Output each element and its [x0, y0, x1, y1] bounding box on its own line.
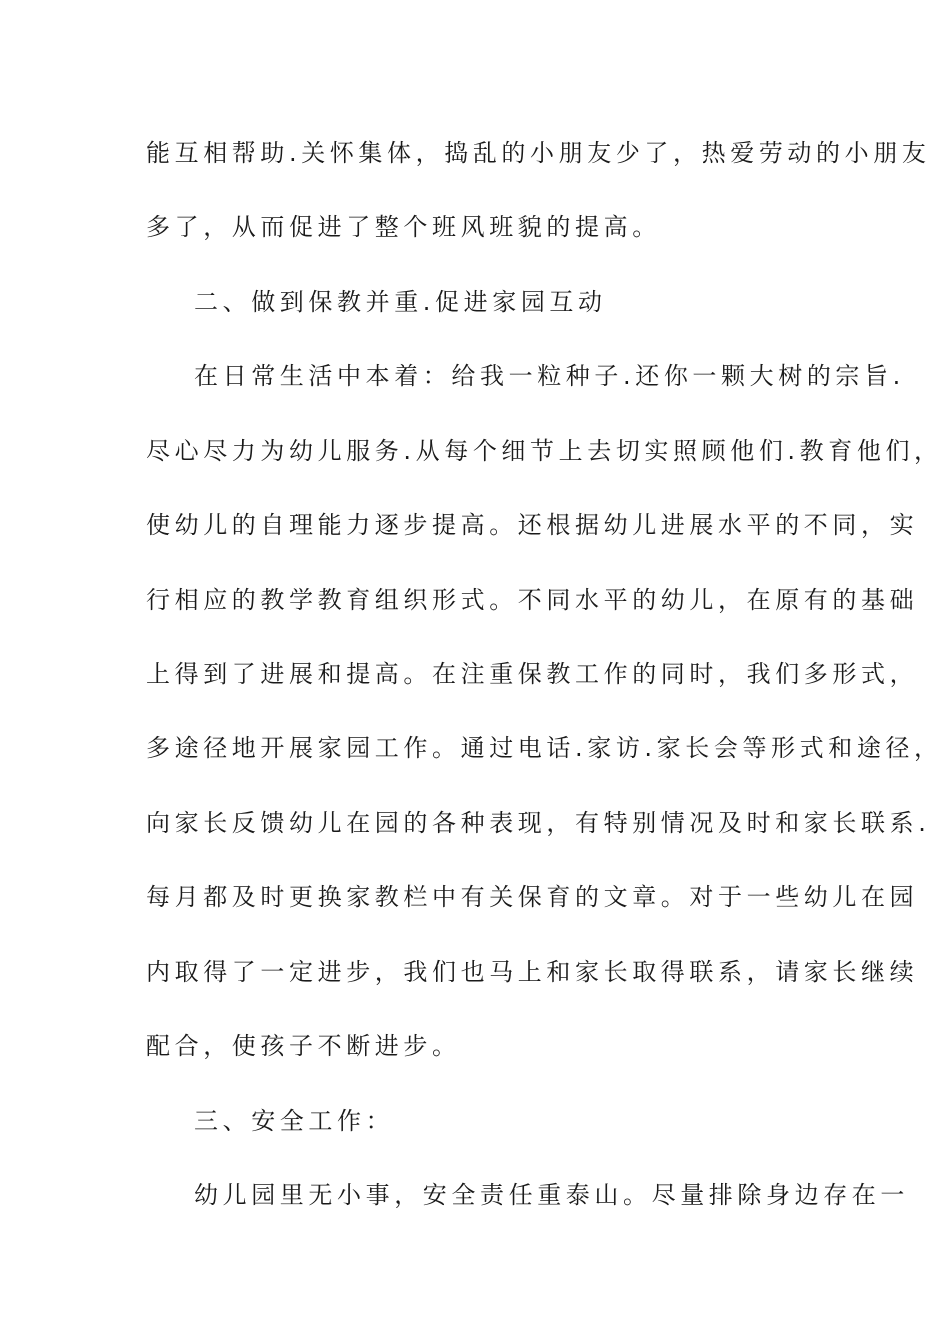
section-heading: 二、做到保教并重.促进家园互动	[194, 288, 607, 316]
text-line: 使幼儿的自理能力逐步提高。还根据幼儿进展水平的不同，实	[146, 511, 919, 539]
text-line: 能互相帮助.关怀集体，捣乱的小朋友少了，热爱劳动的小朋友	[146, 139, 931, 167]
text-line: 向家长反馈幼儿在园的各种表现，有特别情况及时和家长联系.	[146, 809, 931, 837]
paragraph-first-line: 在日常生活中本着：给我一粒种子.还你一颗大树的宗旨.	[194, 362, 905, 390]
text-line: 尽心尽力为幼儿服务.从每个细节上去切实照顾他们.教育他们，	[146, 437, 943, 465]
text-line: 上得到了进展和提高。在注重保教工作的同时，我们多形式，	[146, 660, 919, 688]
text-line: 内取得了一定进步，我们也马上和家长取得联系，请家长继续	[146, 958, 919, 986]
text-line: 每月都及时更换家教栏中有关保育的文章。对于一些幼儿在园	[146, 883, 919, 911]
text-line: 配合，使孩子不断进步。	[146, 1032, 461, 1060]
text-line: 多途径地开展家园工作。通过电话.家访.家长会等形式和途径，	[146, 734, 943, 762]
text-line: 行相应的教学教育组织形式。不同水平的幼儿，在原有的基础	[146, 586, 919, 614]
text-line: 多了，从而促进了整个班风班貌的提高。	[146, 213, 661, 241]
section-heading: 三、安全工作：	[194, 1107, 395, 1135]
paragraph-first-line: 幼儿园里无小事，安全责任重泰山。尽量排除身边存在一	[194, 1181, 909, 1209]
